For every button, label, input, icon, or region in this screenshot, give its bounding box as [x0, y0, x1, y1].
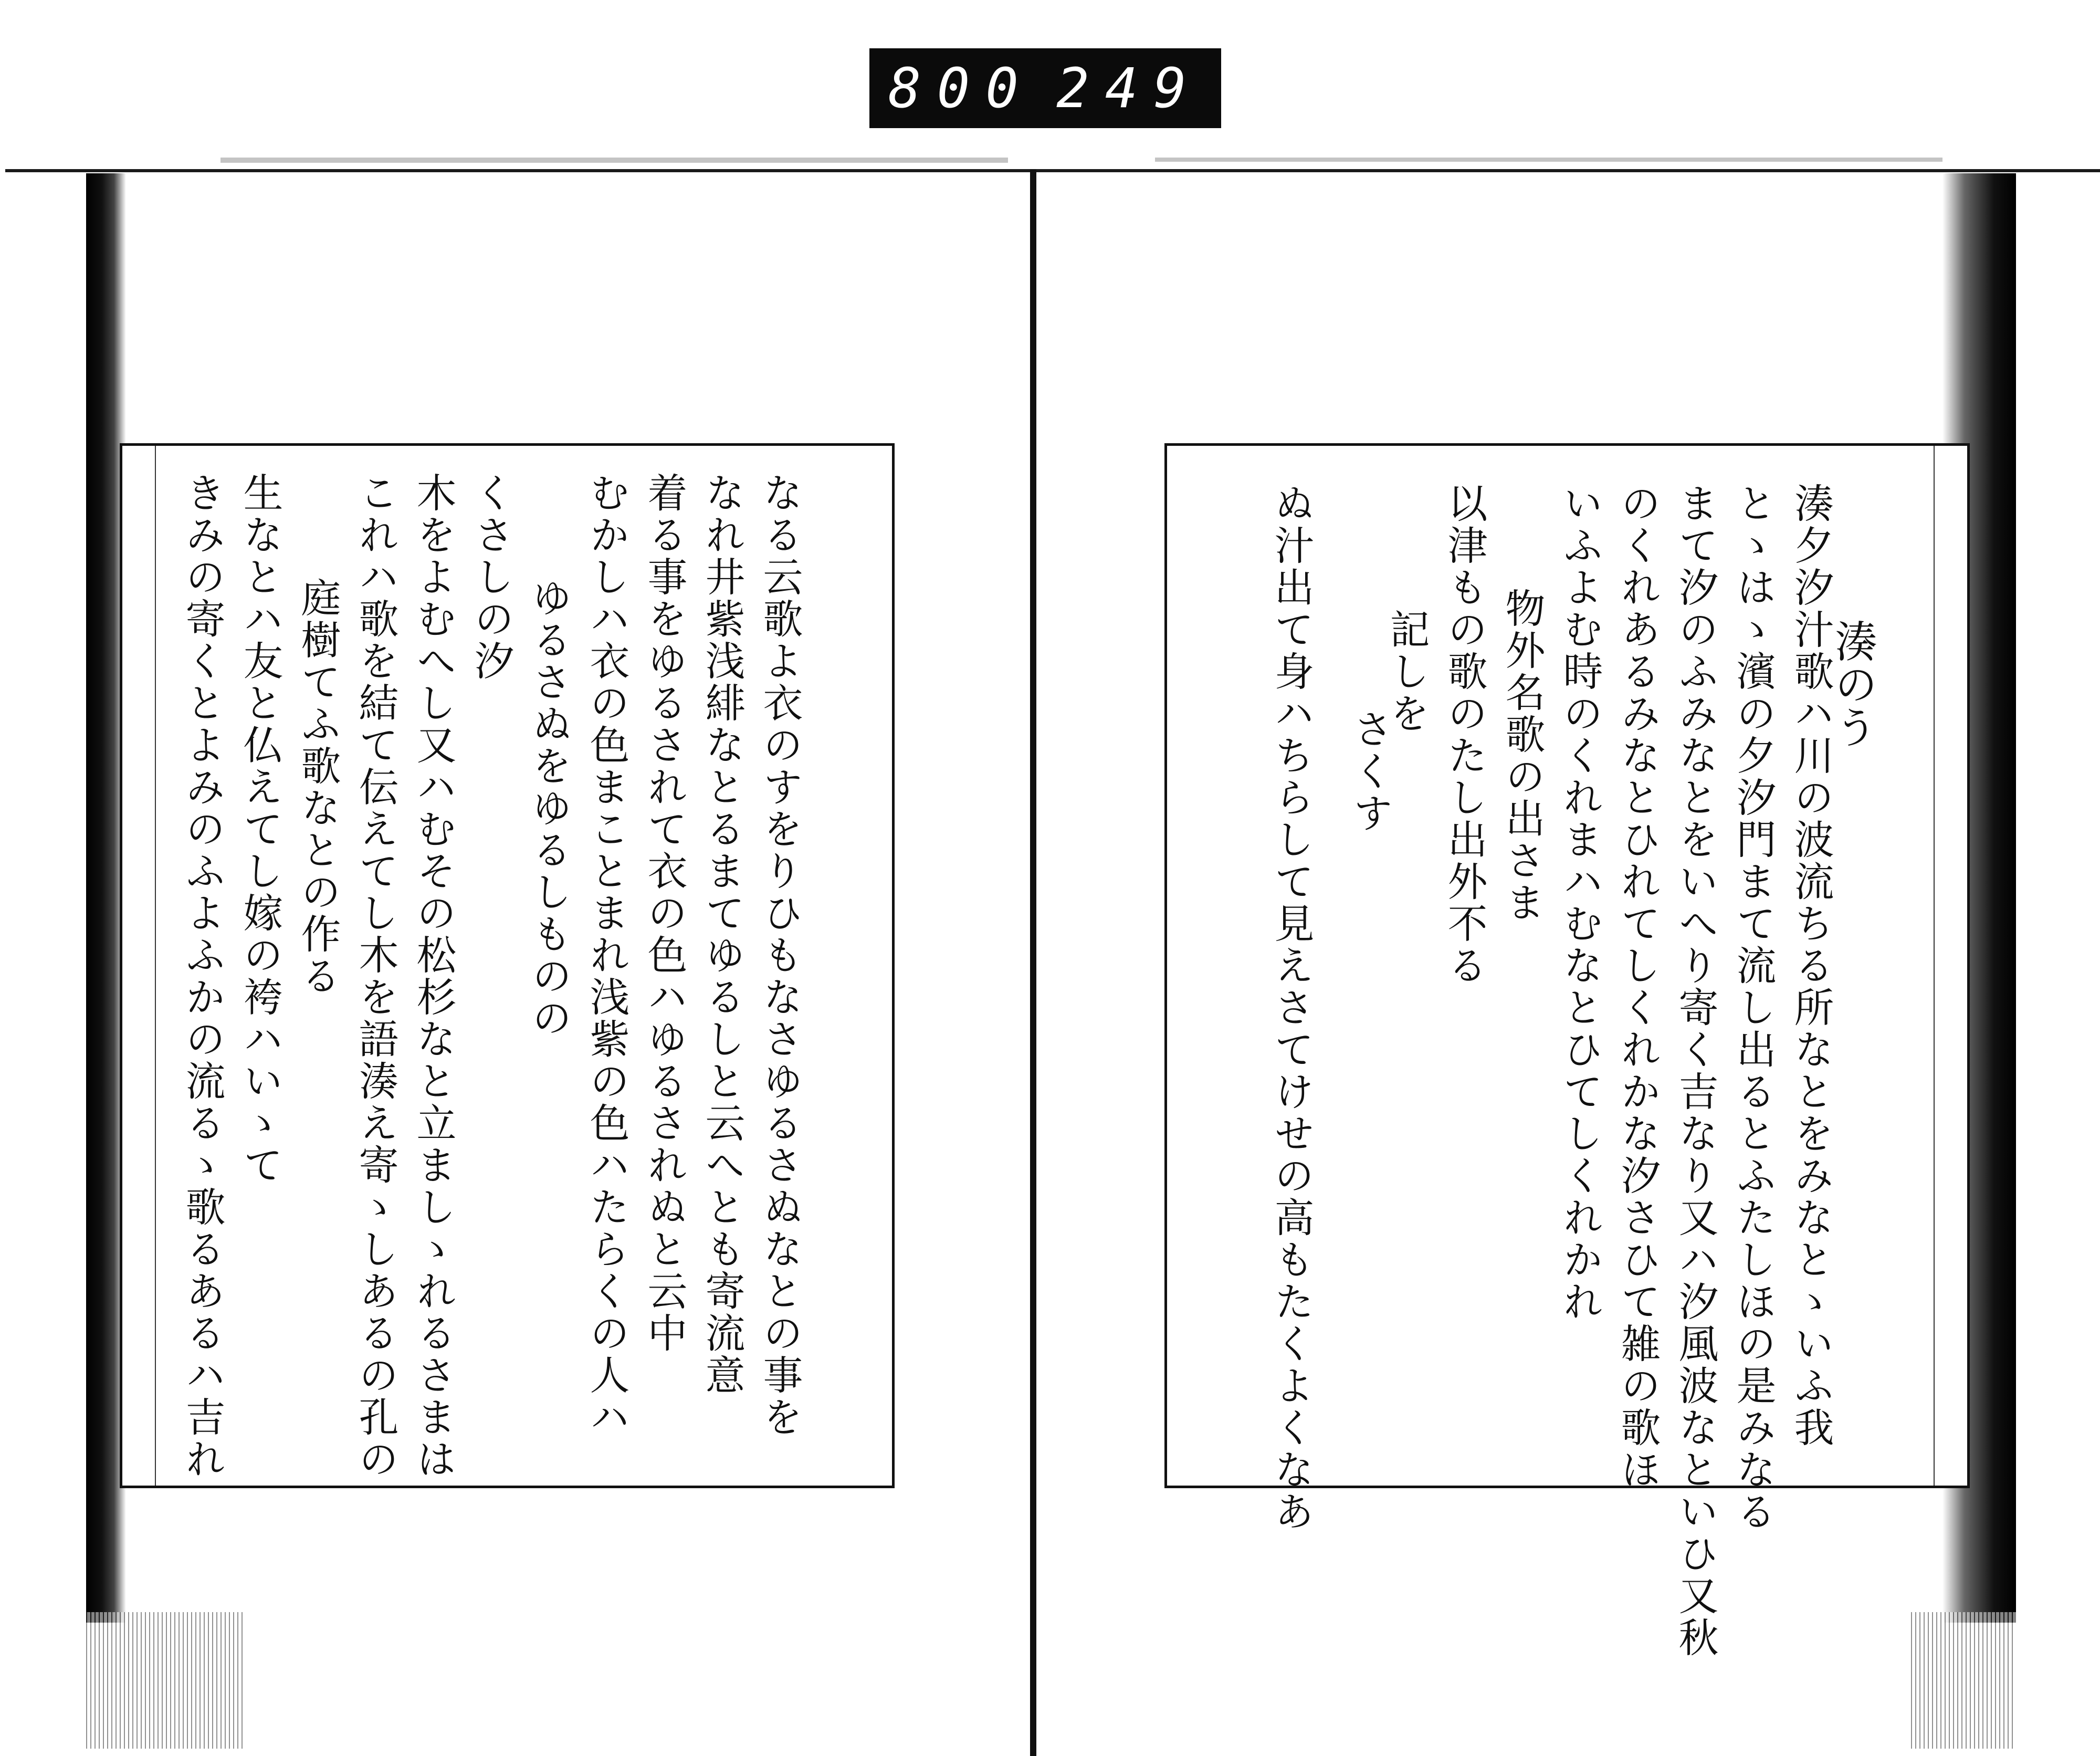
right-page-stack	[1911, 1612, 2016, 1749]
right-line-5: いふよむ時のくれまハむなとひてしくれかれ	[1557, 483, 1603, 1323]
left-line-5: 木をよむへし又ハむその松杉なと立ましゝれるさまは	[410, 472, 457, 1480]
right-line-1: 湊夕汐汁歌ハ川の波流ちる所なとをみなとゝいふ我	[1788, 483, 1834, 1449]
right-frame-inner-rule	[1934, 446, 1935, 1486]
left-line-2: 生なとハ友と仏えてし嫁の袴ハいゝて	[237, 472, 284, 1186]
left-text-frame	[120, 443, 895, 1488]
right-line-9: さくす	[1347, 708, 1393, 834]
left-line-8: むかしハ衣の色まことまれ浅紫の色ハたらくの人ハ	[583, 472, 630, 1438]
frame-label-right: 249	[1056, 56, 1202, 120]
left-line-9: 着る事をゆるされて衣の色ハゆるされぬと云中	[641, 472, 688, 1354]
right-line-6: 物外名歌の出さま	[1499, 588, 1546, 924]
left-line-11: なる云歌よ衣のすをりひもなさゆるさぬなとの事を	[757, 472, 803, 1438]
left-line-1: きみの寄くとよみのふよふかの流るゝ歌るあるハ吉れ	[179, 472, 226, 1480]
left-line-10: なれ井紫浅緋なとるまてゆるしと云へとも寄流意	[699, 472, 746, 1396]
right-line-2: とゝはゝ濱の夕汐門まて流し出るとふたしほの是みなる	[1730, 483, 1777, 1533]
right-line-7: 以津もの歌のたし出外不る	[1441, 483, 1488, 987]
left-line-4: これハ歌を結て伝えてし木を語湊え寄ゝしあるの孔の	[352, 472, 399, 1480]
right-page-title: 湊のう	[1828, 619, 1877, 748]
top-rule	[5, 169, 2100, 172]
right-line-10: ぬ汁出て身ハちらして見えさてけせの高もたくよくなあ	[1268, 483, 1315, 1533]
right-line-4: のくれあるみなとひれてしくれかな汐さひて雑の歌ほ	[1614, 483, 1661, 1491]
microfilm-frame-label	[869, 48, 1221, 128]
left-page-stack	[86, 1612, 244, 1749]
right-line-8: 記しを	[1383, 609, 1430, 735]
left-line-7: ゆるさぬをゆるしものの	[526, 577, 572, 1039]
book-gutter	[1030, 169, 1036, 1756]
right-line-3: まて汐のふみなとをいへり寄く吉なり又ハ汐風波なといひ又秋	[1672, 483, 1719, 1659]
right-text-frame	[1164, 443, 1970, 1659]
left-frame-inner-rule	[155, 446, 156, 1486]
left-line-6: くさしの汐	[468, 472, 514, 682]
left-line-3: 庭樹てふ歌なとの作る	[295, 577, 341, 997]
frame-label-left: 800	[888, 56, 1034, 120]
